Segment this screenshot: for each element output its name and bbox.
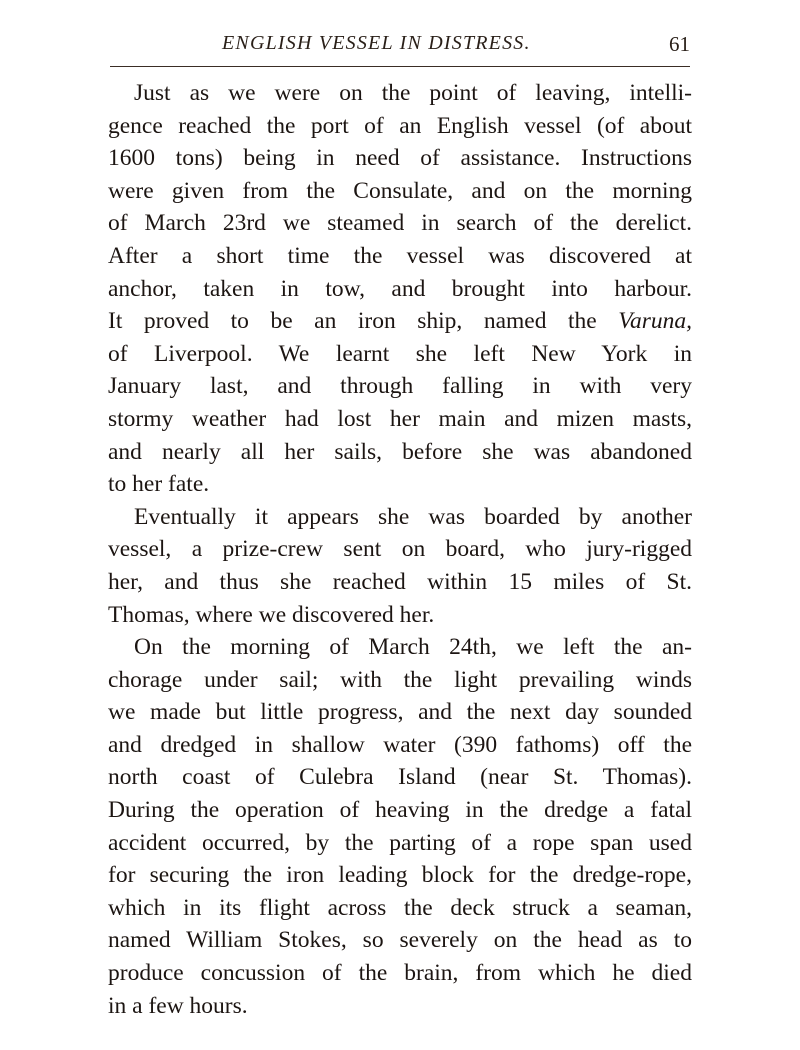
page-number: 61 <box>669 32 690 56</box>
text-line: her, and thus she reached within 15 miles of St. <box>108 568 692 595</box>
text-line: north coast of Culebra Island (near St. Thomas). <box>108 764 692 791</box>
text-line: produce concussion of the brain, from which he died <box>108 960 692 987</box>
text-line: which in its flight across the deck struck a seaman, <box>108 894 692 921</box>
text-line: chorage under sail; with the light prevailing winds <box>108 666 692 693</box>
text-line: gence reached the port of an English vessel (of about <box>108 112 692 139</box>
text-line: stormy weather had lost her main and mizen masts, <box>108 405 692 432</box>
text-line: named William Stokes, so severely on the head as to <box>108 927 692 954</box>
text-line: and nearly all her sails, before she was abandoned <box>108 438 692 465</box>
text-line: in a few hours. <box>108 992 248 1019</box>
body-text <box>108 77 692 1022</box>
text-line-with-ship-name <box>108 305 692 338</box>
text-line: After a short time the vessel was discovered at <box>108 242 692 269</box>
text-line: On the morning of March 24th, we left the an- <box>134 634 692 661</box>
text-line: vessel, a prize-crew sent on board, who jury-rigged <box>108 536 692 563</box>
text-line: of March 23rd we steamed in search of the derelict. <box>108 210 692 237</box>
text-line: anchor, taken in tow, and brought into harbour. <box>108 275 692 302</box>
ship-name: Varuna, <box>618 308 692 335</box>
running-head <box>108 28 692 62</box>
text-line: Just as we were on the point of leaving, intelli- <box>134 80 692 106</box>
text-line: to her fate. <box>108 471 210 498</box>
text-line: we made but little progress, and the next day sounded <box>108 699 692 726</box>
text-line: Eventually it appears she was boarded by another <box>134 503 692 530</box>
text-line: Thomas, where we discovered her. <box>108 601 435 628</box>
text-line: During the operation of heaving in the dredge a fatal <box>108 797 692 824</box>
header-rule <box>110 66 690 67</box>
text-line: and dredged in shallow water (390 fathoms) off the <box>108 731 692 758</box>
text-line: accident occurred, by the parting of a rope span used <box>108 829 692 856</box>
text-line-part: It proved to be an iron ship, named the <box>108 308 597 335</box>
text-line: January last, and through falling in with very <box>108 373 692 400</box>
text-line: for securing the iron leading block for the dredge-rope, <box>108 862 692 889</box>
running-title: ENGLISH VESSEL IN DISTRESS. <box>222 32 531 54</box>
text-line: of Liverpool. We learnt she left New York in <box>108 340 692 367</box>
text-line: 1600 tons) being in need of assistance. Instructions <box>108 145 692 172</box>
text-line: were given from the Consulate, and on the morning <box>108 177 692 204</box>
